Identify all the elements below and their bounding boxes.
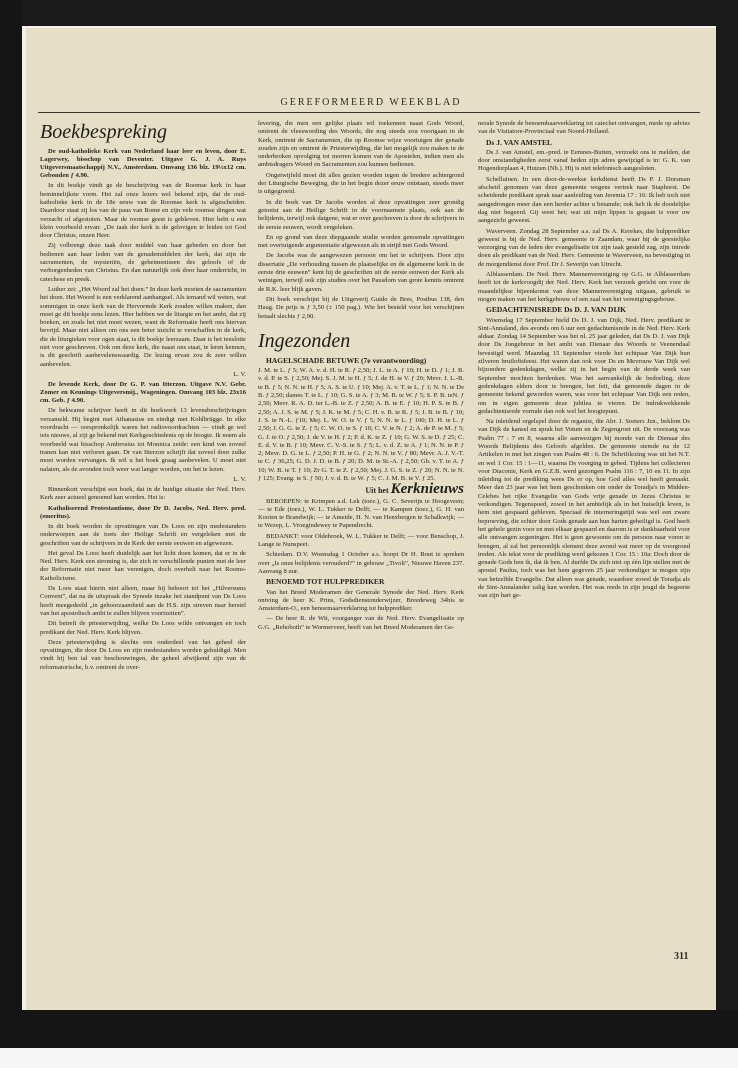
- signature: L. V.: [233, 370, 246, 378]
- paragraph: levering, die men een gelijke plaats wil toekennen naast Gods Woord, omtrent de vleeswording des Woords, die nog steeds zou voortgaan in de Kerk, omtrent de Sacramenten, die op Roomse wijze voortuigen der genade zouden zijn en omtrent de Priesterwijding, die het mogelijk zou maken in de onderbroken opvolging tot morren komen van de Apostelen, indien men als ambtsdragers Woord en Sacramenten zou kunnen bedienen.: [258, 120, 464, 169]
- newspaper-page: [26, 28, 716, 1010]
- paragraph: Binnenkort verschijnt een boek, dat in de huidige situatie der Ned. Herv. Kerk zeer actueel genoemd kan worden. Het is:: [40, 486, 246, 502]
- paragraph: Waverveen. Zondag 28 September a.s. zal Ds A. Kerekes, die hulpprediker geweest is bij de Ned. Herv. gemeente te Zaandam, waar hij de geestelijke verzorging van de leden der evangelisatie tot zijn taak gesteld zag, zijn intrede doen als predikant van de Ned. Herv. Gemeente te Waverveen, na bevestiging in de morgendienst door Prof. Dr J. Severijn van Utrecht.: [478, 227, 690, 268]
- subheading-amstel: Ds J. VAN AMSTEL: [486, 137, 552, 147]
- paragraph: Luther zei: „Het Woord zal het doen.” In deze kerk moeten de sacramenten het doen. Het Woord is een verklarend aanhangsel. Als iemand wil weten, wat sommigen in onze kerk van de Hervormde Kerk zouden willen maken, dan moet ge dit boekje eens lezen. Hier hebben we de liturgie en het ambt, dat zij boeken, en zoals het niet moet wezen, want de Reformatie heeft ons hiervan bevrijd. Maar niet alleen om ons een beter inzicht te verschaffen in de kerk, die de liturgieken voor ogen staat, is dit boekje leerzaam. Daar is het tenslotte niet voor geschreven. Ook om deze kerk, die naast ons staat, te leren kennen, is dit geschrift aanbevelenswaardig. De lezing ervan zou ik zeer willen aanbevelen.: [40, 285, 246, 368]
- subheading-hagelschade: HAGELSCHADE BETUWE (7e verantwoording): [266, 355, 427, 365]
- column-1: [40, 120, 246, 674]
- paragraph: nerale Synode de benoembaarverklaring tot catechet ontvangen, mede op advies van de Visitatore-Provinciaal van Noord-Holland.: [478, 120, 690, 136]
- paragraph: De bekwame schrijver heeft in dit boekwerk 13 levensbeschrijvingen verzameld. Hij begint met Athanasius en eindigt met Kohlbrügge. In elke voordracht — oorspronkelijk waren het radiovoordrachten — vindt ge wel iets nieuws, al zijt ge bekend met Kerkgeschiedenis op de hoogte. Ik noem als voorbeeld wat bisschop Ambrosius tot Monnica zeide: een kind van zoveel tranen kan niet verloren gaan. Dr van Itterzon schrijft dat zoveel door zulke moet worden vervangen. Ik wil u het boek graag aanbevelen. U moet niet nalaten, als de avonden toch weer wat langer worden, om het te lezen.: [40, 407, 246, 473]
- paragraph: Na inleidend orgelspel door de organist, die Abr. J. Soeters Jzn., beklom Ds van Dijk de kansel en sprak het Votum en de Zegengroet uit. De voorzang was Psalm 77 : 7 en 8, waarna alle aanwezigen bij monde van de Dienaar des Woords Belijdenis des Geloofs afgelden. De gemeente stemde na de 12 Artikelen in met het zingen van Psalm 48 : 6. De Schriftlezing was uit het N.T. en wel 1 Cor. 15 : 1—11, waarna Ds voorging in gebed. Tijdens het collecteren voor Diaconie, Kerk en G.Z.B. werd gezongen Psalm 116 : 7, 10 en 11. In zijn inleiding tot de prediking wees Ds er op, hoe God alles wel heeft gemaakt. Meer dan 23 jaar was het hem geschonken om onder de Toradja's in Midden-Celebes het rijke Evangelie van Gods vrije genade in Jezus Christus te verkondigen. Tegenspoed, zowel in het ambtelijk als in het huiselijk leven, is hem niet gespaard gebleven. Speciaal de interneringstijd was wel een zware beproeving, die echter door Gods genade aan hun harten geheiligd is. God heeft het gehele gezin voor en met elkaar gespaard en daarom is er dankbaarheid voor alle ontvangen zegeningen. Het is geen gewoonte om de persoon naar voren te brengen, al zal het persoonlijk element deze avond wat meer op de voorgrond treden. Als tekst voor de prediking werd gekozen 1 Cor. 15 : 10a: Doch door de genade Gods ben ik, dat ik ben. Al durfde Ds zich niet op één lijn stellen met de apostel Paulus, toch was het hem gegeven 25 jaar verkondiger te mogen zijn van hetzelfde Evangelie. Dat alleen was genade, waardoor zowel de Toradja als de Sint-Annalander zalig kan worden. Het was reeds in zijn jeugd de begeerte van zijn hart ge-: [478, 418, 690, 600]
- paragraph: Woensdag 17 September hield Ds D. J. van Dijk, Ned. Herv. predikant te Sint-Annaland, des avonds om 6 uur een gedachtenisrede in de Ned. Herv. Kerk aldaar. Zondag 14 September was het nl. 25 jaar geleden, dat Ds D. J. van Dijk door Ds Jongebreur in het ambt van Dienaar des Woords te Veenendaal bevestigd werd. Maandag 15 September vierde het echtpaar Van Dijk hun zilveren bruiloftsfeest. Het waren dan ook voor Ds en Mevrouw Van Dijk wel bijzondere gedenkdagen, welke zij in het begin van de derde week van September mochten herdenken. Was het aanvankelijk de bedoeling, deze gedenkdagen elders door te brengen, het feit, dat genoemde dagen in de gemeente bekend geworden waren, was voor het echtpaar Van Dijk een reden, om in eigen gemeente deze jubilea te vieren. De indrukwekkende gedachtenisrede vormde dan ook wel het hoogtepunt.: [478, 316, 690, 415]
- paragraph: Schiedam. D.V. Woensdag 1 October a.s. hoopt Dr H. Bout te spreken over „Is onze belijdenis verouderd?” in gebouw „Tivoli”, Nieuwe Haven 237. Aanvang 8 uur.: [258, 551, 464, 575]
- uit-het-label: Uit het: [365, 486, 389, 496]
- header-rule: [38, 112, 700, 113]
- paragraph: Dit boek verschijnt bij de Uitgeverij Guido de Bres, Postbus 138, den Haag. De prijs is ƒ 3,50 (± 150 pag.). Wie het besteld voor het verschijnen betaalt slechts ƒ 2,90.: [258, 295, 464, 320]
- paragraph: Ds Loos staat hierin niet alleen, maar hij behoort tot het „Hilversums Convent”, dat na de uitspraak der Synode inzake het standpunt van Ds Loos heeft meegedeeld „in gehoorzaamheid aan de H.S. zijn streven naar herstel van het apostolisch ambt te zullen blijven voortzetten”.: [40, 585, 246, 617]
- kerknieuws-logo: Kerknieuws: [390, 481, 464, 498]
- scan-margin-bottom: [0, 1048, 738, 1068]
- paragraph: BEDANKT: voor Oldebroek, W. L. Tukker te Delft; — voor Benschop, J. Lange te Nunspeet.: [258, 532, 464, 549]
- book3-header: Katholiserend Protestantisme, door Dr D. Jacobs, Ned. Herv. pred. (emeritus).: [40, 504, 246, 520]
- paragraph: De Jacobs was de aangewezen persoon om het te schrijven. Door zijn dissertatie „De verhouding tussen de plaatselijke en de algemeene kerk in de eerste drie eeuwen” kent hij de geschriften uit de eerste eeuwen der Kerk als weinigen, terwijl ook zijn studies over het Pausdom van grote kennis omtrent de R.K. leer blijk gaven.: [258, 252, 464, 293]
- scan-border-right: [716, 0, 738, 1045]
- book2-header: De levende Kerk, door Dr G. P. van Itterzon. Uitgave N.V. Gebr. Zomer en Keunings Uitgeversmij., Wageningen. Omvang 103 blz. 23x16 cm. Geb. ƒ 4.90.: [40, 381, 246, 405]
- paragraph: — De heer R. de Wit, voorganger van de Ned. Herv. Evangelisatie op G.G. „Rehoboth” te Wormerveer, heeft van het Breed Moderamen der Ge-: [258, 615, 464, 631]
- paragraph: In dit boek van Dr Jacobs worden al deze opvattingen zeer grondig getoetst aan de Heilige Schrift in de voornaamste plaats, ook aan de belijdenis, terwijl ook datgene, wat er over geschreven is door de schrijvers in de eerste eeuwen, wordt vergeleken.: [258, 198, 464, 231]
- paragraph: BEROEPEN: te Krimpen a.d. Lek (toez.), G. C. Severijn te Hoogeveen; — te Ede (toez.), W. L. Tukker te Delft; — te Kampen (toez.), G. H. van Kooten te Brandwijk; — te Ameide, H. N. van Henxbergen te Schalkwijk; — te Wezep, L. Vroegindewey te Papendrecht.: [258, 497, 464, 530]
- running-head: GEREFORMEERD WEEKBLAD: [280, 97, 462, 108]
- paragraph: Deze priesterwijding is slechts een onderdeel van het geheel der opvattingen, die door Ds Loos en zijn medestanders worden gehuldigd. Men vindt hij ben tal van beschouwingen, die geheel afwijkend zijn van de reformatorische, b.v. omtrent de over-: [40, 638, 246, 671]
- book1-header: De oud-katholieke Kerk van Nederland haar leer en leven, door E. Lagerwey, bisschop van Deventer. Uitgave G. J. A. Ruys Uitgeversmaatschappij N.V., Amsterdam. Omvang 136 blz. 19½x12 cm. Gebonden ƒ 4.90.: [40, 148, 246, 180]
- column-3: [478, 120, 690, 603]
- paragraph: Dit betreft de priesterwijding, welke Ds Loos wilde ontvangen en toch predikant der Ned. Herv. Kerk blijven.: [40, 620, 246, 636]
- column-2: [258, 120, 464, 634]
- paragraph: In dit boekje vindt ge de beschrijving van de Roomse kerk in haar beminnelijkste vorm. Het zal onze lezers wel bekend zijn, dat de oud-katholieke kerk in de 18e eeuw van de Roomse kerk is afgescheiden. Daardoor staat zij los van de paus van Rome en zijn vele roomse dingen wat verzacht of afgestoten. Maar de roomse geest is gebleven. Hier hebt u een klein voorbeeld ervan: „De taak der kerk is de gelovigen te leiden tot God door Christus, onzen Heer.: [40, 182, 246, 240]
- paragraph: Ds J. van Amstel, em.-pred. te Eemnes-Buiten, verzoekt ons te melden, dat door omstandigheden eerst vanaf heden zijn adres gewijzigd is in: G. K. van Hogendorplaan 4, Huizen (Nh.). Hij is niet telefonisch aangesloten.: [478, 148, 690, 173]
- paragraph: In dit boek worden de opvattingen van Ds Loos en zijn medestanders onderworpen aan de toets der Heilige Schrift en vergeleken met de geschriften van de schrijvers in de Kerk der eerste eeuwen en afgewezen.: [40, 522, 246, 547]
- page-number: 311: [674, 951, 689, 962]
- donation-list: J. M. te L. ƒ 5; W. A. v. d. H. te R. ƒ 2,50; J. L. te A. ƒ 10; H. te D. ƒ 1; J. B. v. d. P. te S. ƒ 2,50; Mej. S. J. M. te H. ƒ 5; J. de H. te V. ƒ 20; Mevr. J. L.-B. te B. ƒ 5; N. N. te H. ƒ 5; A. S. te U. ƒ 10; Mej. A. v. T. te L. ƒ 1; N. N. te De B. ƒ 2,50; dames T. te L. ƒ 10; G. S. te A. ƒ 3; M. B. te W. ƒ 5; S. P. B. teN. ƒ 2,50; Mevr. R. A. D. ter L.-B. te Z. ƒ 2,50; A. B. te E. ƒ 10; H. P. S. te B. ƒ 2,50; A. J. S. te M. ƒ 5; J. K. te M. ƒ 5; C. H. v. B. te R. ƒ 5; J. B. te B. ƒ 10; J. S. te N.-L. ƒ10; Mej. L. W. O. te V. ƒ 5; N. N. te L. ƒ 100; D. H. te L. ƒ 2,50; J. G. G. te Z. ƒ 5; C. W. O. te S. ƒ 10; C. V. te N. ƒ 2; A. de P. te M. ƒ 5; G. J. te O. ƒ 2,50; J. de V. te H. ƒ 2; P. d. K. te Z. ƒ 10; G. W. S. te D. ƒ 25; C. E. d. V. te B. ƒ 10; Mevr. C. V.-S. te S. ƒ 5; L. v. d. Z. te A. ƒ 1; N. N. te P. ƒ 2; Mevr. D. G. te L. ƒ 2,50; P. H. te G. ƒ 2; N. N. te V. ƒ 80; Mevr. A. J. V.-T. te C. ƒ 36,25; G. D. J. D. te B. ƒ 20; D. M. te St.-A. ƒ 2,50; Gb. v. T. te A. ƒ 10; W. B. te T. ƒ 10; Zr G. T. te Z. ƒ 2,50; Mej. J. G. S. te Z. ƒ 20; N. N. te N. ƒ 125; Evang. te S. ƒ 50; J. v. d. B. te W. ƒ 5; C. J. M. B. te V. ƒ 25.: [258, 367, 464, 482]
- scan-border-left: [0, 0, 22, 1045]
- paragraph: Van het Breed Moderamen der Generale Synode der Ned. Herv. Kerk ontving de heer K. Prins, Godsdienstonderwijzer, Breedeweg 34bis te Amsterdam-O., een benoemaarverklaring tot hulpprediker.: [258, 588, 464, 613]
- scan-border-top: [0, 0, 738, 26]
- paragraph: Schelluinen. In een door-de-weekse kerkdienst heeft Ds P. J. Dorsman afscheid genomen van deze gemeente wegens vertrek naar Staphorst. De scheidende predikant sprak naar aanleiding van Jeremia 17 : 16: Ik heb toch niet aangedrongen meer dan een herder achter u betamde; ook heb ik de doodelijke dag niet begeerd. Gij weet het; wat uit mijn lippen is gegaan is voor uw aangezicht geweest.: [478, 175, 690, 225]
- paragraph: En op grond van deze diepgaande studie worden genoemde opvattingen met overtuigende argumentatie afgewezen als in strijd met Gods Woord.: [258, 233, 464, 250]
- paragraph: Zij volbrengt deze taak door middel van haar gebeden en door het bedienen aan haar leden van de genademiddelen der kerk, dat zijn de sacramenten, de mysteriën, de geheimenissen des geloofs of de verborgenheden van Christus. En dan natuurlijk ook door haar onderricht, in catechese en preek.: [40, 242, 246, 283]
- kerknieuws-heading: [258, 481, 464, 498]
- section-title-ingezonden: Ingezonden: [258, 329, 351, 352]
- paragraph: Alblasserdam. De Ned. Herv. Mannenvereniging op G.G. te Alblasserdam heeft tot de kerkvoogdij der Ned. Herv. Kerk het verzoek gericht om voor de maandelijkse bijeenkomst van deze Mannenvereniging uitgaan, gebruik te mogen maken van het kerkgebouw of een zaal van het verenigingsgebouw.: [478, 271, 690, 303]
- subheading-benoemd: BENOEMD TOT HULPPREDIKER: [266, 577, 385, 587]
- scan-border-bottom: [0, 1010, 738, 1050]
- signature: L. V.: [233, 475, 246, 483]
- paragraph: Ongetwijfeld moet dit alles gezien worden tegen de bredere achtergrond der Liturgische Beweging, die in het begin dezer eeuw ontstaan, steeds meer is uitgegroeid.: [258, 171, 464, 196]
- section-title-boekbespreking: Boekbespreking: [40, 121, 167, 143]
- subheading-gedachtenisrede: GEDACHTENISREDE Ds D. J. VAN DIJK: [486, 305, 626, 315]
- paragraph: Het geval Ds Loos heeft duidelijk aan het licht doen komen, dat er in de Ned. Herv. Kerk een stroming is, die zich in verschillende punten met de leer der Reformatie niet meer kan verenigen, doch overhelt naar het Rooms-Katholicisme.: [40, 549, 246, 582]
